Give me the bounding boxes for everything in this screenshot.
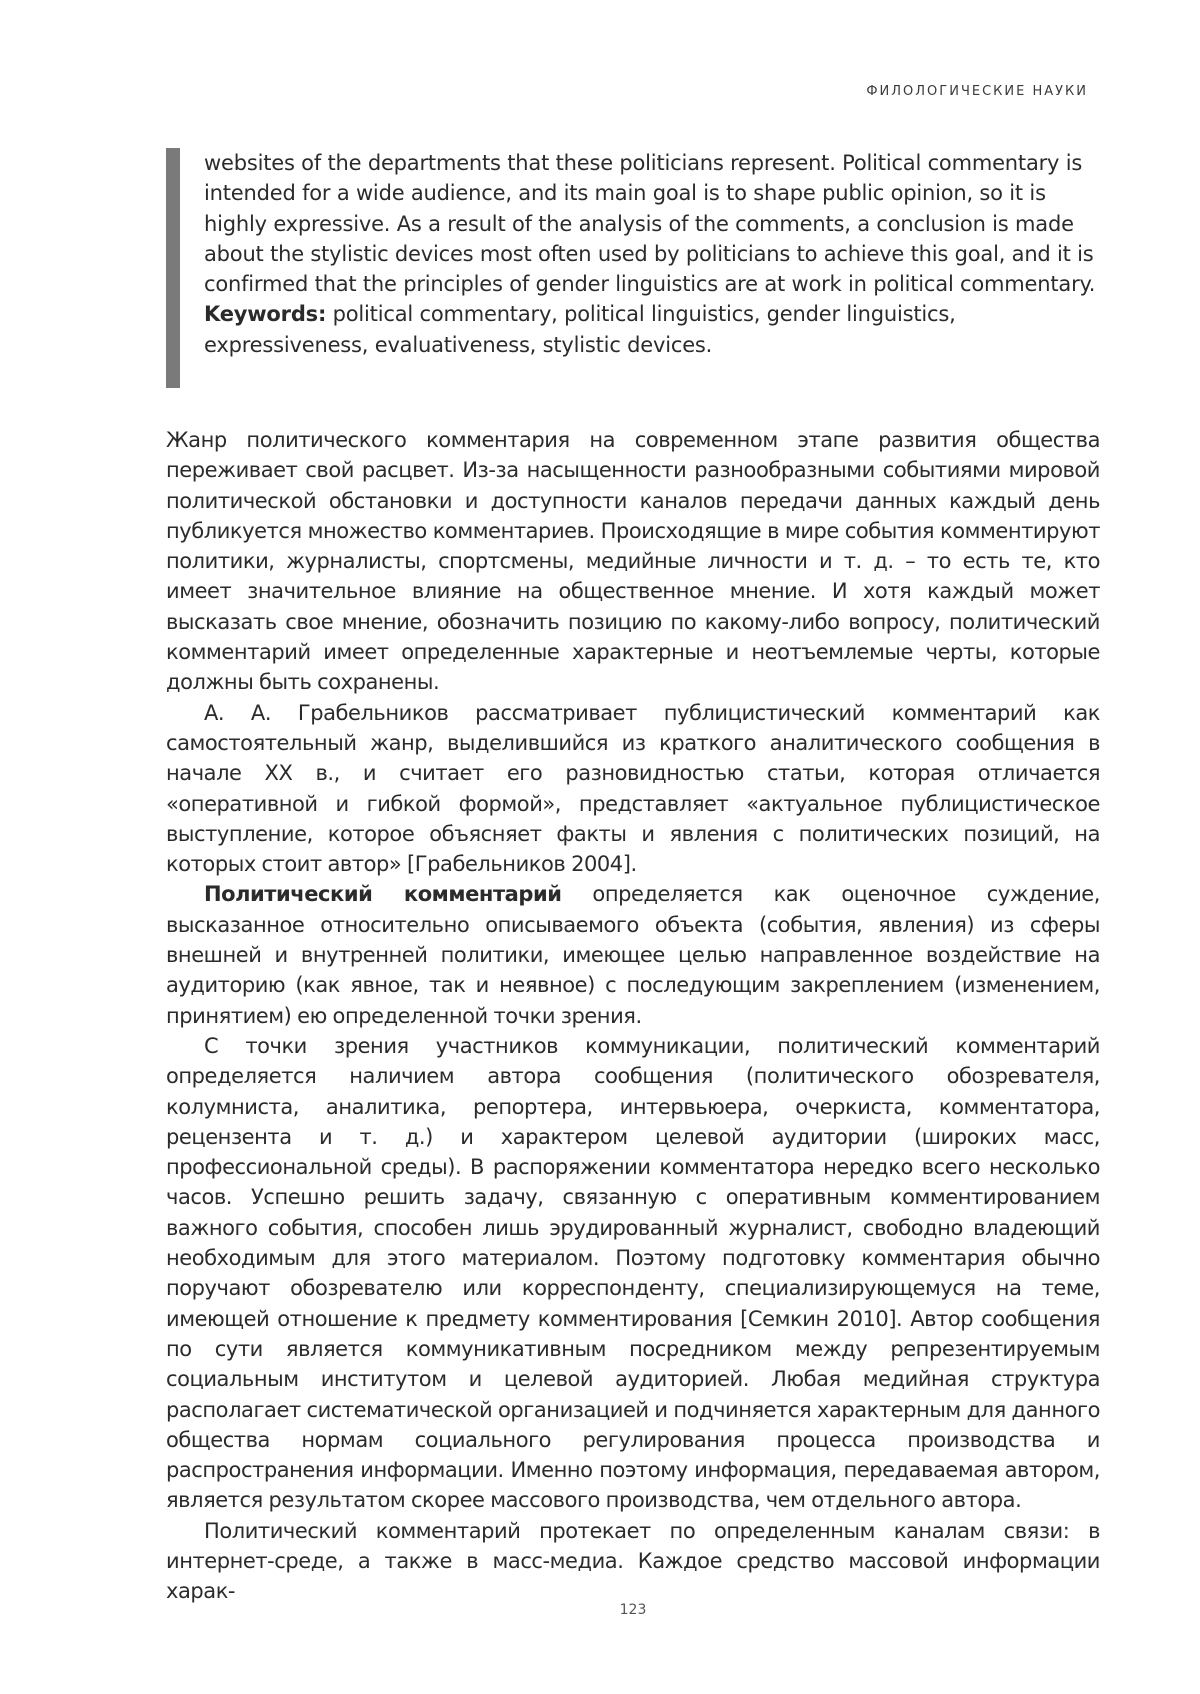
defined-term: Политический комментарий <box>204 882 562 907</box>
body-paragraph-4: С точки зрения участников коммуникации, политический комментарий определяется наличием автора сообщения (политического обозревателя, колумниста, аналитика, репортера, интервьюера, очеркиста, комментатора, рецензента и т. д.) и характером целевой аудитории (широких масс, профессиональной среды). В распоряжении комментатора нередко всего несколько часов. Успешно решить задачу, связанную с оперативным комментированием важного события, способен лишь эрудированный журналист, свободно владеющий необходимым для этого материалом. Поэтому подготовку комментария обычно поручают обозревателю или корреспонденту, специализирующемуся на теме, имеющей отношение к предмету комментирования [Семкин 2010]. Автор сообщения по сути является коммуникативным посредником между репрезентируемым социальным институтом и целевой аудиторией. Любая медийная структура располагает систематической организацией и подчиняется характерным для данного общества нормам социального регулирования процесса производства и распространения информации. Именно поэтому информация, передаваемая автором, является результатом скорее массового производства, чем отдельного автора. <box>166 1033 1100 1513</box>
body-paragraph-1: Жанр политического комментария на современном этапе развития общества переживает свой расцвет. Из-за насыщенности разнообразными событиями мировой политической обстановки и доступности каналов передачи данных каждый день публикуется множество комментариев. Происходящие в мире события комментируют политики, журналисты, спортсмены, медийные личности и т. д. – то есть те, кто имеет значительное влияние на общественное мнение. И хотя каждый может высказать свое мнение, обозначить позицию по какому-либо вопросу, политический комментарий имеет определенные характерные и неотъемлемые черты, которые должны быть сохранены. <box>166 428 1100 695</box>
abstract-sidebar-bar <box>166 148 180 388</box>
body-paragraph-3 <box>166 879 1100 1030</box>
page-number: 123 <box>619 1602 647 1618</box>
keywords-label: Keywords: <box>204 302 327 327</box>
abstract-paragraph: websites of the departments that these politicians represent. Political commentary is intended for a wide audience, and its main goal is to shape public opinion, so it is highly expressive. As a result of the analysis of the comments, a conclusion is made about the stylistic devices most often used by politicians to achieve this goal, and it is confirmed that the principles of gender linguistics are at work in political commentary. <box>204 151 1096 297</box>
definition-text: определяется как оценочное суждение, высказанное относительно описываемого объекта (события, явления) из сферы внешней и внутренней политики, имеющее целью направленное воздействие на аудиторию (как явное, так и неявное) с последующим закреплением (изменением, принятием) ею определенной точки зрения. <box>166 882 1100 1028</box>
keywords-line <box>204 299 1100 360</box>
article-body <box>166 425 1100 1607</box>
abstract-text-container <box>204 148 1100 360</box>
running-head: ФИЛОЛОГИЧЕСКИЕ НАУКИ <box>866 84 1088 99</box>
keywords-list: political commentary, political linguistics, gender linguistics, expressiveness, evaluativeness, stylistic devices. <box>204 302 956 357</box>
body-paragraph-5: Политический комментарий протекает по определенным каналам связи: в интернет-среде, а также в масс-медиа. Каждое средство массовой информации харак- <box>166 1518 1100 1604</box>
body-paragraph-2: А. А. Грабельников рассматривает публицистический комментарий как самостоятельный жанр, выделившийся из краткого аналитического сообщения в начале XX в., и считает его разновидностью статьи, которая отличается «оперативной и гибкой формой», представляет «актуальное публицистическое выступление, которое объясняет факты и явления с политических позиций, на которых стоит автор» [Грабельников 2004]. <box>166 700 1100 877</box>
